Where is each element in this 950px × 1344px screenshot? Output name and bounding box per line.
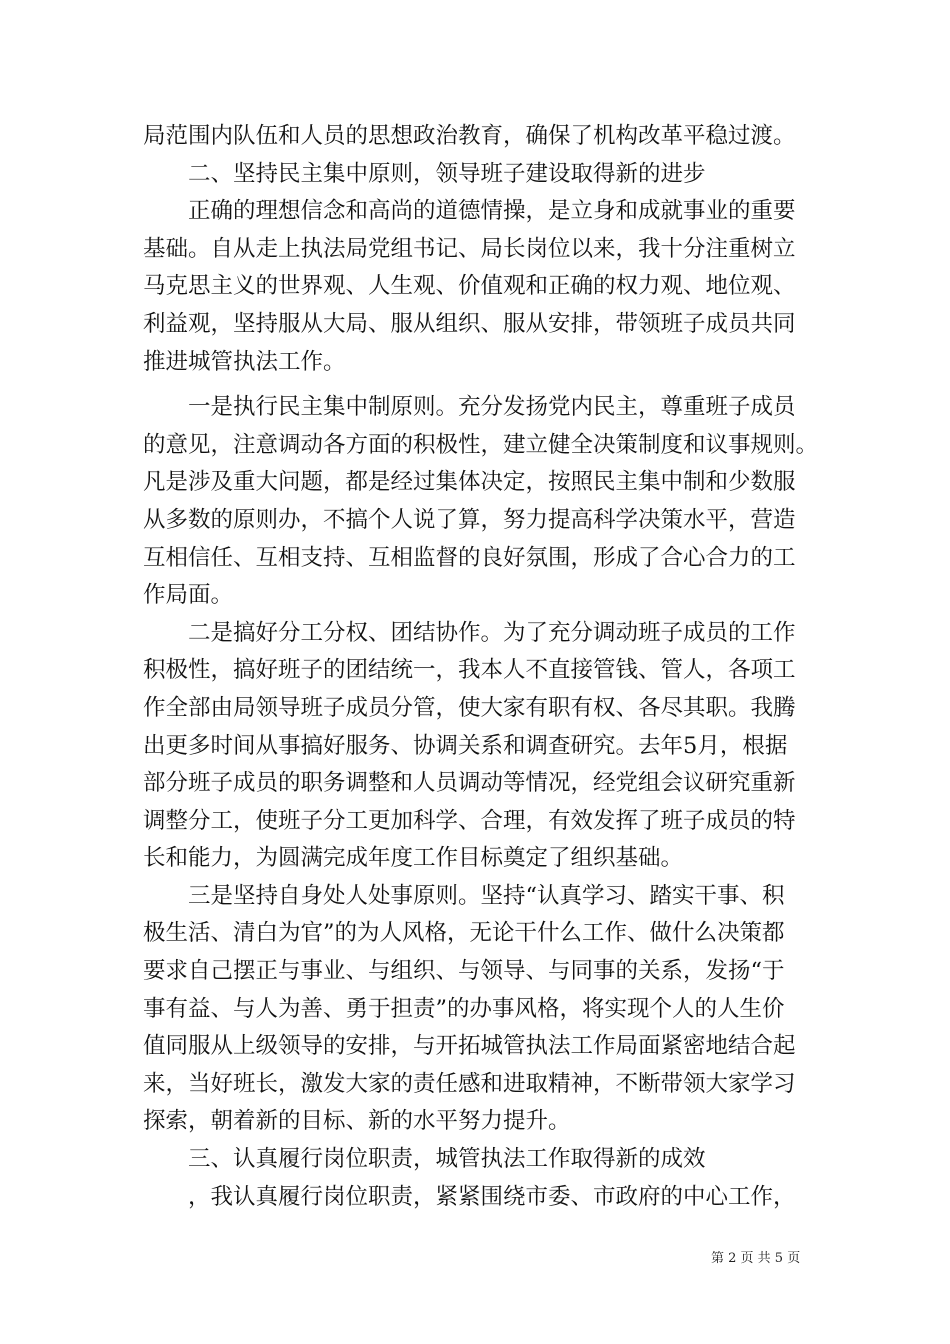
- section-heading-2: 二、坚持民主集中原则，领导班子建设取得新的进步: [143, 160, 706, 187]
- text-line: 作全部由局领导班子成员分管，使大家有职有权、各尽其职。我腾: [143, 694, 796, 721]
- text-line: 调整分工，使班子分工更加科学、合理，有效发挥了班子成员的特: [143, 807, 796, 834]
- text-line: 凡是涉及重大问题，都是经过集体决定，按照民主集中制和少数服: [143, 469, 796, 496]
- text-line: 极生活、清白为官”的为人风格，无论干什么工作、做什么决策都: [143, 920, 785, 947]
- text-line: 局范围内队伍和人员的思想政治教育，确保了机构改革平稳过渡。: [143, 123, 796, 149]
- text-line: 正确的理想信念和高尚的道德情操，是立身和成就事业的重要: [143, 198, 796, 225]
- text-line: 互相信任、互相支持、互相监督的良好氛围，形成了合心合力的工: [143, 544, 796, 571]
- text-line: 探索，朝着新的目标、新的水平努力提升。: [143, 1108, 571, 1135]
- text-line: 一是执行民主集中制原则。充分发扬党内民主，尊重班子成员: [143, 394, 796, 421]
- text-line: 来，当好班长，激发大家的责任感和进取精神，不断带领大家学习: [143, 1070, 796, 1097]
- text-line: 事有益、与人为善、勇于担责”的办事风格，将实现个人的人生价: [143, 995, 785, 1022]
- text-line: 的意见，注意调动各方面的积极性，建立健全决策制度和议事规则。: [143, 431, 819, 458]
- text-line: 从多数的原则办，不搞个人说了算，努力提高科学决策水平，营造: [143, 506, 796, 533]
- text-line: 部分班子成员的职务调整和人员调动等情况，经党组会议研究重新: [143, 770, 796, 797]
- text-line: 二是搞好分工分权、团结协作。为了充分调动班子成员的工作: [143, 619, 796, 646]
- text-line: 积极性，搞好班子的团结统一，我本人不直接管钱、管人，各项工: [143, 657, 796, 684]
- page-number-footer: 第 2 页 共 5 页: [711, 1251, 801, 1266]
- text-line: 三是坚持自身处人处事原则。坚持“认真学习、踏实干事、积: [143, 882, 785, 909]
- text-line: 马克思主义的世界观、人生观、价值观和正确的权力观、地位观、: [143, 273, 796, 300]
- document-body: [143, 118, 819, 1216]
- text-line: 推进城管执法工作。: [143, 348, 346, 375]
- text-line: 要求自己摆正与事业、与组织、与领导、与同事的关系，发扬“于: [143, 958, 785, 985]
- text-line: 利益观，坚持服从大局、服从组织、服从安排，带领班子成员共同: [143, 310, 796, 337]
- text-line: 值同服从上级领导的安排，与开拓城管执法工作局面紧密地结合起: [143, 1033, 796, 1060]
- text-line: 作局面。: [143, 582, 234, 609]
- text-line: 基础。自从走上执法局党组书记、局长岗位以来，我十分注重树立: [143, 235, 796, 262]
- text-line: 出更多时间从事搞好服务、协调关系和调查研究。去年5月，根据: [143, 732, 788, 759]
- text-line: 长和能力，为圆满完成年度工作目标奠定了组织基础。: [143, 845, 684, 872]
- text-line: ，我认真履行岗位职责，紧紧围绕市委、市政府的中心工作，: [143, 1183, 796, 1210]
- section-heading-3: 三、认真履行岗位职责，城管执法工作取得新的成效: [143, 1146, 706, 1173]
